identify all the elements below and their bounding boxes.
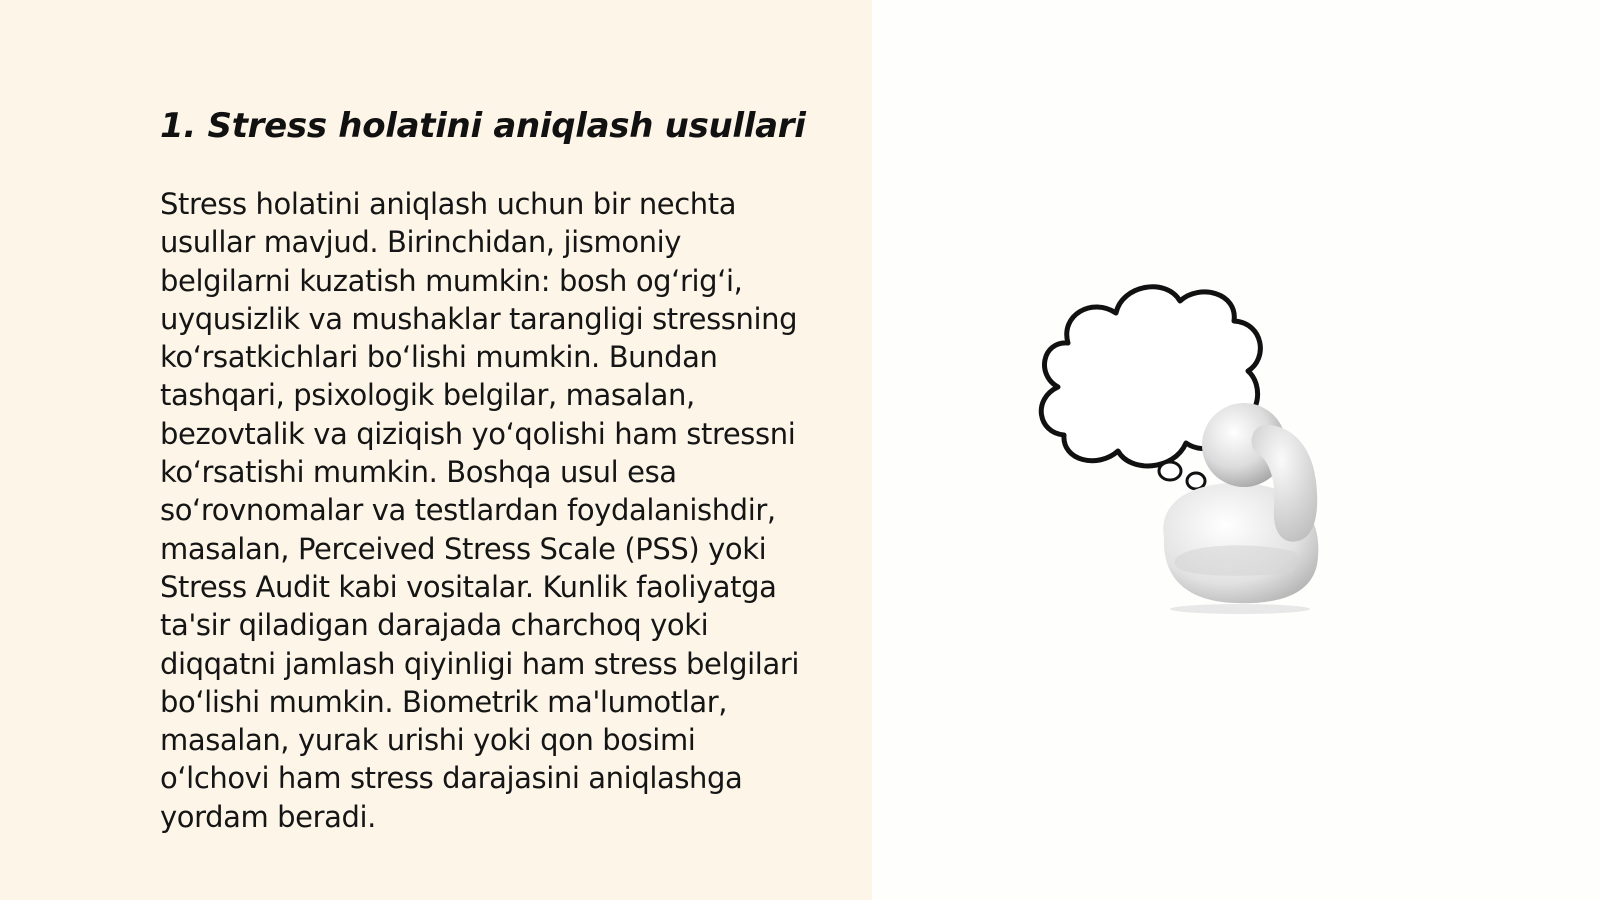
body-line: so‘rovnomalar va testlardan foydalanishdir, <box>160 493 776 528</box>
body-line: usullar mavjud. Birinchidan, jismoniy <box>160 225 682 260</box>
body-line: belgilarni kuzatish mumkin: bosh og‘rig‘i, <box>160 263 743 298</box>
body-line: ta'sir qiladigan darajada charchoq yoki <box>160 608 709 643</box>
body-line: Stress holatini aniqlash uchun bir nechta <box>160 187 737 221</box>
thought-bubble-small <box>1187 473 1205 489</box>
body-line: yordam beradi. <box>160 799 376 834</box>
body-line: masalan, yurak urishi yoki qon bosimi <box>160 723 696 758</box>
body-line: tashqari, psixologik belgilar, masalan, <box>160 378 695 413</box>
body-line: diqqatni jamlash qiyinligi ham stress belgilari <box>160 646 799 681</box>
thought-bubble-large <box>1159 462 1181 480</box>
body-line: o‘lchovi ham stress darajasini aniqlashga <box>160 761 743 796</box>
thinking-person-icon <box>1030 275 1350 615</box>
body-line: bezovtalik va qiziqish yo‘qolishi ham stressni <box>160 416 796 451</box>
slide-title: 1. Stress holatini aniqlash usullari <box>160 106 806 146</box>
body-line: Stress Audit kabi vositalar. Kunlik faoliyatga <box>160 569 777 604</box>
figure-shadow <box>1170 604 1310 614</box>
body-line: ko‘rsatishi mumkin. Boshqa usul esa <box>160 455 677 490</box>
body-line: ko‘rsatkichlari bo‘lishi mumkin. Bundan <box>160 340 718 375</box>
slide-body-text <box>160 185 860 836</box>
body-line: bo‘lishi mumkin. Biometrik ma'lumotlar, <box>160 684 728 719</box>
body-line: masalan, Perceived Stress Scale (PSS) yoki <box>160 531 767 566</box>
body-line: uyqusizlik va mushaklar tarangligi stressning <box>160 301 798 336</box>
